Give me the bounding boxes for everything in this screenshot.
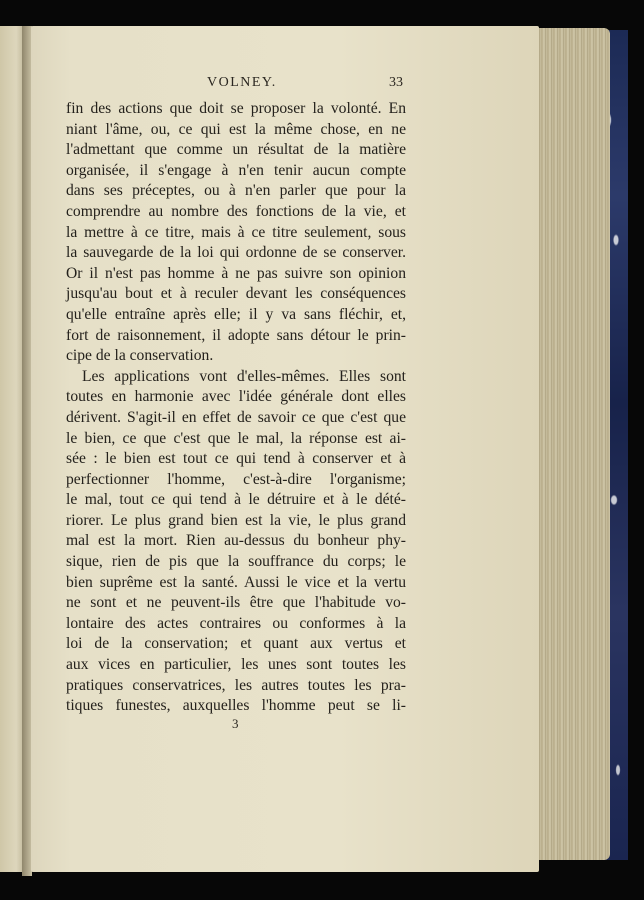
text-line: l'admettant que comme un résultat de la matière	[66, 141, 406, 159]
running-title: VOLNEY.	[207, 75, 277, 90]
text-line: qu'elle entraîne après elle; il y va sans fléchir, et,	[66, 305, 406, 323]
text-line: le bien, ce que c'est que le mal, la réponse est ai-	[66, 429, 406, 447]
text-line: sique, rien de pis que la souffrance du corps; le	[66, 553, 406, 571]
text-line: la sauvegarde de la loi qui ordonne de se conserver.	[66, 244, 406, 262]
text-line: bien suprême est la santé. Aussi le vice et la vertu	[66, 573, 406, 591]
text-line: ne sont et ne peuvent-ils être que l'habitude vo-	[66, 594, 406, 612]
text-line: fort de raisonnement, il adopte sans détour le prin-	[66, 326, 406, 344]
text-line: perfectionner l'homme, c'est-à-dire l'organisme;	[66, 470, 406, 488]
page-number: 33	[389, 75, 403, 90]
signature-mark: 3	[232, 716, 239, 731]
text-line: loi de la conservation; et quant aux vertus et	[66, 635, 406, 653]
text-line: la mettre à ce titre, mais à ce titre seulement, sous	[66, 223, 406, 241]
text-line: sée : le bien est tout ce qui tend à conserver et à	[66, 450, 406, 468]
text-line: dérivent. S'agit-il en effet de savoir ce que c'est que	[66, 408, 406, 426]
text-line: cipe de la conservation.	[66, 347, 214, 365]
text-line: organisée, il s'engage à n'en tenir aucun compte	[66, 161, 406, 179]
text-line: dans ses préceptes, ou à n'en parler que pour la	[66, 182, 406, 200]
text-line: pratiques conservatrices, les autres toutes les pra-	[66, 676, 406, 694]
text-line: comprendre au nombre des fonctions de la vie, et	[66, 202, 406, 220]
text-line: mal est la mort. Rien au-dessus du bonheur phy-	[66, 532, 406, 550]
text-line: aux vices en particulier, les unes sont toutes les	[66, 656, 406, 674]
running-head	[0, 75, 644, 95]
body-text	[66, 99, 406, 717]
text-line: Or il n'est pas homme à ne pas suivre son opinion	[66, 264, 406, 282]
text-line: fin des actions que doit se proposer la volonté. En	[66, 100, 406, 117]
text-line: le mal, tout ce qui tend à le détruire et à le dété-	[66, 491, 406, 509]
text-line: tiques funestes, auxquelles l'homme peut se li-	[66, 697, 406, 715]
text-line: lontaire des actes contraires ou conformes à la	[66, 614, 406, 632]
text-line: Les applications vont d'elles-mêmes. Elles sont	[82, 367, 406, 385]
text-line: toutes en harmonie avec l'idée générale dont elles	[66, 388, 406, 406]
text-line: riorer. Le plus grand bien est la vie, le plus grand	[66, 511, 406, 529]
text-line: jusqu'au bout et à reculer devant les conséquences	[66, 285, 406, 303]
text-line: niant l'âme, ou, ce qui est la même chose, en ne	[66, 120, 406, 138]
